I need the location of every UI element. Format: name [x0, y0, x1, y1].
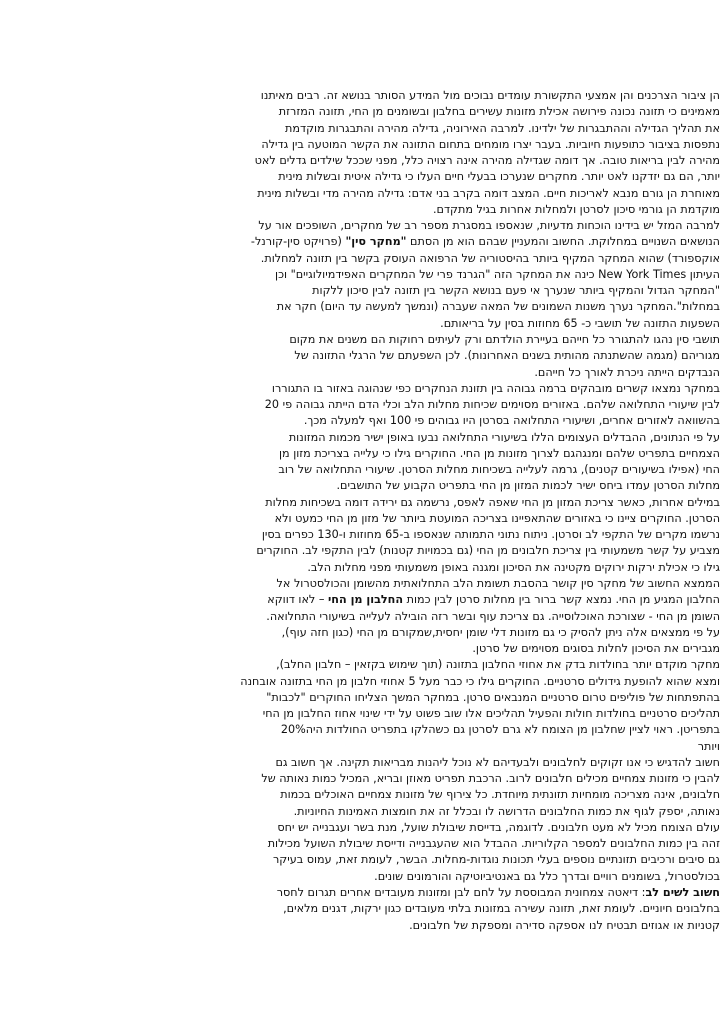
text-line [106, 804, 720, 820]
text-line [106, 820, 720, 836]
text-line [106, 771, 720, 787]
line-text: בתפריטן. ראוי לציין שחלבון מן הצומח לא גרם לסרטן גם כשהלקו בתפריט החולדות היה20% [280, 723, 720, 737]
line-text: מצביע על קשר משמעותי בין צריכת חלבונים מן החי (גם בכמויות קטנות) לבין התקפי לב. החוקרים [256, 544, 720, 558]
text-line [106, 88, 720, 104]
text-line [106, 332, 720, 348]
line-text: מחקר מוקדם יותר בחולדות בדק את אחוזי החלבון בתזונה (תוך שימוש בקזאין – חלבון החלב), [276, 658, 720, 672]
text-line [106, 381, 720, 397]
line-text: ויותר [697, 739, 720, 753]
text-line [106, 186, 720, 202]
line-text: אוקספורד) שהוא המחקר המקיף ביותר בהיסטוריה של הרפואה העוסק בקשר בין תזונה למחלות. [260, 251, 720, 265]
line-text: גילו כי אכילת ירקות ירוקים מקטינה את הסיכון ומגנה באופן משמעותי מפני מחלות הלב. [307, 560, 720, 574]
line-text-cont: (פרויקט סין-קורנל- [250, 235, 346, 249]
text-line [106, 121, 720, 137]
line-text: הסרטן. החוקרים ציינו כי באזורים שהתאפיינו בצריכה המועטת ביותר של מזון מן החי כמעט ולא [274, 511, 720, 525]
line-text: חשוב להדגיש כי אנו זקוקים לחלבונים ולבעדיהם לא נוכל ליהנות מבריאות תקינה. אך חשוב גם [275, 755, 720, 769]
line-text: הצמחיים בתפריט שלהם ומנגהגם לצרוך מזונות מן החי. החוקרים גילו כי עלייה בצריכת מזון מן [279, 446, 720, 460]
line-text: מגבירים את הסיכון לחלות בסוגים מסוימים של סרטן. [472, 642, 720, 656]
text-line [106, 462, 720, 478]
bold-term: חשוב לשים לב [645, 886, 720, 900]
text-line [106, 918, 720, 934]
text-line [106, 527, 720, 543]
line-text: גם סיבים ורכיבים תזונתיים נוספים בעלי תכונות נוגדות-מחלות. הבשר, לעומת זאת, עמוס בעיקר [272, 853, 720, 867]
line-text: השומן מן החי - שצורכת האוכלוסייה. גם צריכת עוף ובשר רזה הובילה לעלייה בשיעורי התחלואה. [266, 609, 720, 623]
line-text: חלבונים, אינה מצריכה מומחיות תזונתית מיוחדת. כל צירוף של מזונות צמחיים האוכלים בכמות [280, 788, 720, 802]
line-text: הן ציבור הצרכנים והן אמצעי התקשורת עומדים נבוכים מול המידע הסותר בנושא זה. רבים מאיתנו [260, 89, 720, 102]
text-line [106, 641, 720, 657]
line-text: בהשוואה לאזורים אחרים, ושיעורי התחלואה בסרטן היו גבוהים פי 100 ואף למעלה מכך. [303, 414, 720, 428]
line-text: הממצא החשוב של מחקר סין קושר בהסבת תשומת הלב התחלואתית מהשומן והכולסטרול אל [276, 576, 720, 590]
line-text: לבין שיעורי התחלואה שלהם. באזורים מסוימים שכיחות מחלות הלב וכלי הדם הייתה גבוהה פי 20 [264, 398, 720, 412]
line-text: מאמינים כי תזונה נכונה פירושה אכילת מזונות עשירים בחלבון ובשומנים מן החי, תזונה המזרזת [278, 105, 720, 119]
line-text: את תהליך הגדילה וההתבגרות של ילדינו. למרבה האירוניה, גדילה מהירה והתבגרות מוקדמת [285, 121, 720, 135]
text-line [106, 901, 720, 917]
line-text-cont: – לאו דווקא [267, 593, 329, 607]
line-text: להבין כי מזונות צמחיים מכילים חלבונים לרוב. הרכבת תפריט מאוזן ובריא, המכיל כמות נאותה של [261, 772, 720, 786]
text-line [106, 478, 720, 494]
text-line [106, 104, 720, 120]
line-text: למרבה המזל יש בידינו הוכחות מדעיות, שנאספו במסגרת מספר רב של מחקרים, השופכים אור על [258, 219, 720, 233]
line-text: החי (אפילו בשיעורים קטנים), גרמה לעלייה בשכיחות מחלות הסרטן. שיעורי התחלואה של רוב [278, 463, 720, 477]
text-line [106, 365, 720, 381]
text-line [106, 609, 720, 625]
line-text: השפעות התזונה של תושבי כ- 65 מחוזות בסין על בריאותם. [440, 316, 720, 330]
line-text: על פי ממצאים אלה ניתן להסיק כי גם מזונות דלי שומן יחסית,שמקורם מן החי (כגון חזה עוף), [281, 625, 720, 639]
text-line [106, 137, 720, 153]
text-line [106, 625, 720, 641]
text-line [106, 267, 720, 283]
text-line [106, 787, 720, 803]
line-text: הנושאים השנויים במחלוקת. החשוב והמעניין שבהם הוא מן הסתם [406, 235, 720, 249]
line-text: זהה בין כמות החלבונים למספר הקלוריות. ההבדל הוא שהעגבנייה ודייסת שיבולת השועל מכילות [267, 837, 720, 851]
line-text: במחלות".המחקר נערך משנות השמונים של המאה שעברה (ונמשך למעשה עד היום) חקר את [276, 300, 720, 314]
line-text: תהליכים סרטניים בחולדות חולות והפעיל תהליכים אלו שוב פשוט על ידי שינוי אחוז החלבון מן החי [262, 707, 720, 721]
line-text: מחלות הסרטן עמדו ביחס ישיר לכמות המזון מן החי בתפריט הקבוע של התושבים. [336, 479, 720, 493]
text-line [106, 446, 720, 462]
text-line [106, 560, 720, 576]
text-line [106, 852, 720, 868]
line-text: בהתפתחות של פוליפים טרום סרטניים המנבאים סרטן. במחקר המשך הצליחו החוקרים "לכבות" [266, 690, 720, 704]
bold-term: "מחקר סין" [345, 235, 407, 249]
line-text: יותר, הם גם יזדקנו לאט יותר. מחקרים שנערכו בבעלי חיים העלו כי גדילה איטית ובשלות מינית [278, 170, 720, 184]
line-text: החלבון המגיע מן החי. נמצא קשר ברור בין מחלות סרטן לבין כמות [403, 593, 720, 607]
text-line [106, 755, 720, 771]
text-line [106, 592, 720, 608]
text-line [106, 543, 720, 559]
text-line [106, 234, 720, 250]
line-text: עולם הצומח מכיל לא מעט חלבונים. לדוגמה, בדייסת שיבולת שועל, מנת בשר ועגבנייה יש יחס [277, 820, 720, 834]
line-text: על פי הנתונים, ההבדלים העצומים הללו בשיעורי התחלואה נבעו באופן ישיר מכמות המזונות [288, 430, 720, 444]
text-line [106, 674, 720, 690]
text-line [106, 495, 720, 511]
text-line [106, 836, 720, 852]
line-text: מהירה לבין בריאות טובה. אך דומה שגדילה מהירה אינה רצויה כלל, מפני שככל שילדים גדלים לאט [254, 154, 720, 168]
line-text: נתפסות בציבור כתופעות חיוביות. בעבר יצרו מומחים בתחום התזונה את הקשר המוטעה בין גדילה [261, 137, 720, 151]
line-text: נאותה, יספק לגוף את כמות החלבונים הדרושה לו ובכלל זה את חומצות האמינות החיוניות. [293, 804, 720, 818]
text-line [106, 511, 720, 527]
text-line [106, 869, 720, 885]
article-body [106, 88, 720, 934]
text-line [106, 706, 720, 722]
text-line [106, 690, 720, 706]
line-text: בכולסטרול, בשומנים רוויים ובדרך כלל גם באנטיביוטיקה והורמונים שונים. [374, 869, 720, 883]
line-text: מאוחרת הן גורם מנבא לאריכות חיים. המצב דומה בקרב בני אדם: גדילה מהירה מדי ובשלות מינית [257, 186, 720, 200]
line-text: במחקר נמצאו קשרים מובהקים ברמה גבוהה בין תזונת הנחקרים כפי שנהוגה באזור בו התגוררו [271, 381, 720, 395]
text-line [106, 153, 720, 169]
text-line [106, 722, 720, 738]
text-line [106, 283, 720, 299]
text-line [106, 202, 720, 218]
line-text: הנבדקים הייתה ניכרת לאורך כל חייהם. [534, 365, 720, 379]
text-line [106, 169, 720, 185]
text-line [106, 218, 720, 234]
line-text: "המחקר הגדול והמקיף ביותר שנערך אי פעם בנושא הקשר בין תזונה לבין סיכון ללקות [312, 284, 720, 298]
bold-term: החלבון מן החי [328, 593, 404, 607]
text-line [106, 413, 720, 429]
line-text: במילים אחרות, כאשר צריכת המזון מן החי שאפה לאפס, נרשמה גם ירידה דומה בשכיחות מחלות [265, 495, 720, 509]
line-text: מוקדמת הן גורמי סיכון לסרטן ולמחלות אחרות בגיל מתקדם. [432, 202, 720, 216]
text-line [106, 739, 720, 755]
line-text-cont: : דיאטה צמחונית המבוססת על לחם לבן ומזונות מעובדים אחרים תגרום לחסר [276, 886, 646, 900]
text-line [106, 576, 720, 592]
line-text: נרשמו מקרים של התקפי לב וסרטן. ניתוח נתוני התמותה שנאספו ב-65 מחוזות ו-130 כפרים בסין [261, 528, 720, 542]
text-line [106, 348, 720, 364]
text-line [106, 251, 720, 267]
text-line [106, 657, 720, 673]
text-line [106, 885, 720, 901]
line-text: קטניות או אגוזים תבטיח לנו אספקה סדירה ומספקת של חלבונים. [409, 918, 720, 932]
line-text: העיתון New York Times כינה את המחקר הזה "הגרנד פרי של המחקרים האפידמיולוגיים" וכן [275, 267, 720, 281]
text-line [106, 299, 720, 315]
line-text: מגוריהם (מגמה שהשתנתה מהותית בשנים האחרונות). לכן השפעתם של הרגלי התזונה של [294, 349, 720, 363]
text-line [106, 397, 720, 413]
line-text: בחלבונים חיוניים. לעומת זאת, תזונה עשירה במזונות בלתי מעובדים כגון ירקות, דגנים מלאים, [283, 902, 720, 916]
text-line [106, 430, 720, 446]
line-text: תושבי סין נהגו להתגורר כל חייהם בעיירת הולדתם ורק לעיתים רחוקות הם משנים את מקום [289, 332, 720, 346]
text-line [106, 316, 720, 332]
line-text: ומצא שהוא להופעת גידולים סרטניים. החוקרים גילו כי כבר מעל 5 אחוזי חלבון מן החי בתזונה אובחנה [240, 674, 720, 688]
